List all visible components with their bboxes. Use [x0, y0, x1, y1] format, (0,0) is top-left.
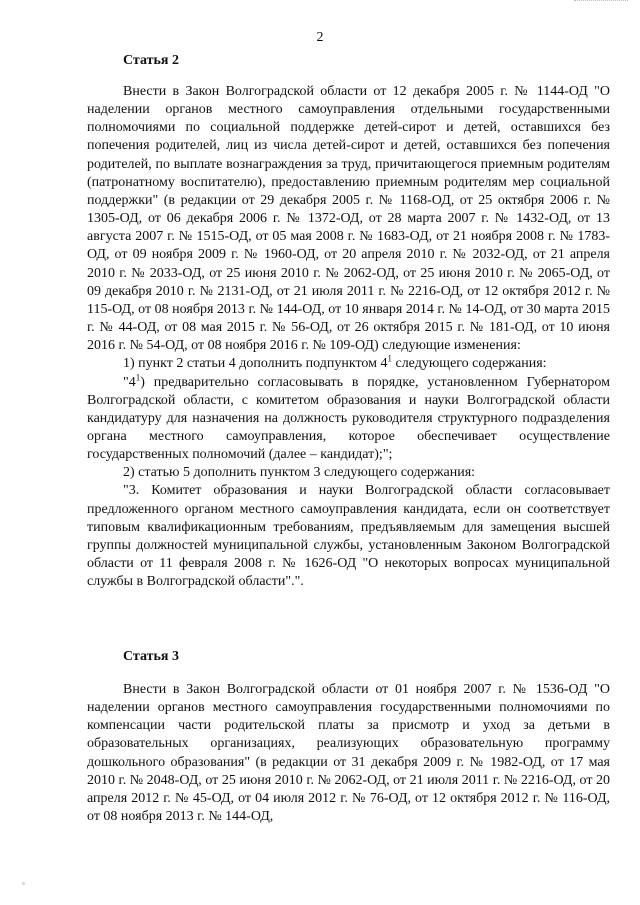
scan-dot: [22, 882, 25, 885]
article-2-heading: Статья 2: [123, 53, 179, 68]
article-2-intro: Внести в Закон Волгоградской области от 12 декабря 2005 г. № 1144-ОД "О наделении органов местного самоуправления отдельными государственными полномочиями по социальной поддержке детей-сирот и детей, оставшихся без попечения родителей, лиц из числа детей-сирот и детей, оставшихся без попечения родителей, по выплате вознаграждения за труд, причитающегося приемным родителям (патронатному воспитателю), предоставлению приемным родителям мер социальной поддержки" (в редакции от 29 декабря 2005 г. № 1168-ОД, от 25 октября 2006 г. № 1305-ОД, от 06 декабря 2006 г. № 1372-ОД, от 28 марта 2007 г. № 1432-ОД, от 13 августа 2007 г. № 1515-ОД, от 05 мая 2008 г. № 1683-ОД, от 21 ноября 2008 г. № 1783-ОД, от 09 ноября 2009 г. № 1960-ОД, от 20 апреля 2010 г. № 2032-ОД, от 21 апреля 2010 г. № 2033-ОД, от 25 июня 2010 г. № 2062-ОД, от 25 июня 2010 г. № 2065-ОД, от 09 декабря 2010 г. № 2131-ОД, от 21 июля 2011 г. № 2216-ОД, от 12 октября 2012 г. № 115-ОД, от 08 ноября 2013 г. № 144-ОД, от 10 января 2014 г. № 14-ОД, от 30 марта 2015 г. № 44-ОД, от 08 мая 2015 г. № 56-ОД, от 26 октября 2015 г. № 181-ОД, от 10 июня 2016 г. № 54-ОД, от 08 ноября 2016 г. № 109-ОД) следующие изменения:: [87, 84, 610, 354]
quote-superscript: 1: [135, 371, 141, 382]
article-3-body: [87, 681, 610, 826]
item-1-text: 1) пункт 2 статьи 4 дополнить подпунктом 4: [123, 356, 388, 372]
item-1-text-end: следующего содержания:: [391, 356, 547, 372]
article-2-item-1: [87, 355, 610, 373]
article-3-intro: Внести в Закон Волгоградской области от 01 ноября 2007 г. № 1536-ОД "О наделении органов местного самоуправления государственными полномочиями по компенсации части родительской платы за присмотр и уход за детьми в образовательных организациях, реализующих образовательную программу дошкольного образования" (в редакции от 31 декабря 2009 г. № 1982-ОД, от 17 мая 2010 г. № 2048-ОД, от 25 июня 2010 г. № 2062-ОД, от 21 июля 2011 г. № 2216-ОД, от 20 апреля 2012 г. № 45-ОД, от 04 июля 2012 г. № 76-ОД, от 12 октября 2012 г. № 116-ОД, от 08 ноября 2013 г. № 144-ОД,: [87, 682, 610, 825]
article-2-item-2-quote: "3. Комитет образования и науки Волгоградской области согласовывает предложенного органом местного самоуправления кандидата, если он соответствует типовым квалификационным требованиям, предъявляемым для замещения высшей группы должностей муниципальной службы, установленным Законом Волгоградской области от 11 февраля 2008 г. № 1626-ОД "О некоторых вопросах муниципальной службы в Волгоградской области".".: [87, 483, 610, 590]
page-number: 2: [316, 30, 324, 45]
article-2-body: [87, 83, 610, 591]
article-3-heading: Статья 3: [123, 649, 179, 664]
article-2-item-2: 2) статью 5 дополнить пунктом 3 следующего содержания:: [123, 465, 476, 481]
article-2-item-1-quote: [87, 371, 610, 465]
corner-scan-mark: [574, 0, 628, 4]
quote-text: ) предварительно согласовывать в порядке, установленном Губернатором Волгоградской области, с комитетом образования и науки Волгоградской области кандидатуру для назначения на должность руководителя структурного подразделения органа местного самоуправления, которое обеспечивает осуществление государственных полномочий (далее – кандидат);";: [87, 374, 610, 463]
item-1-superscript: 1: [387, 353, 392, 364]
quote-prefix: "4: [123, 374, 136, 390]
